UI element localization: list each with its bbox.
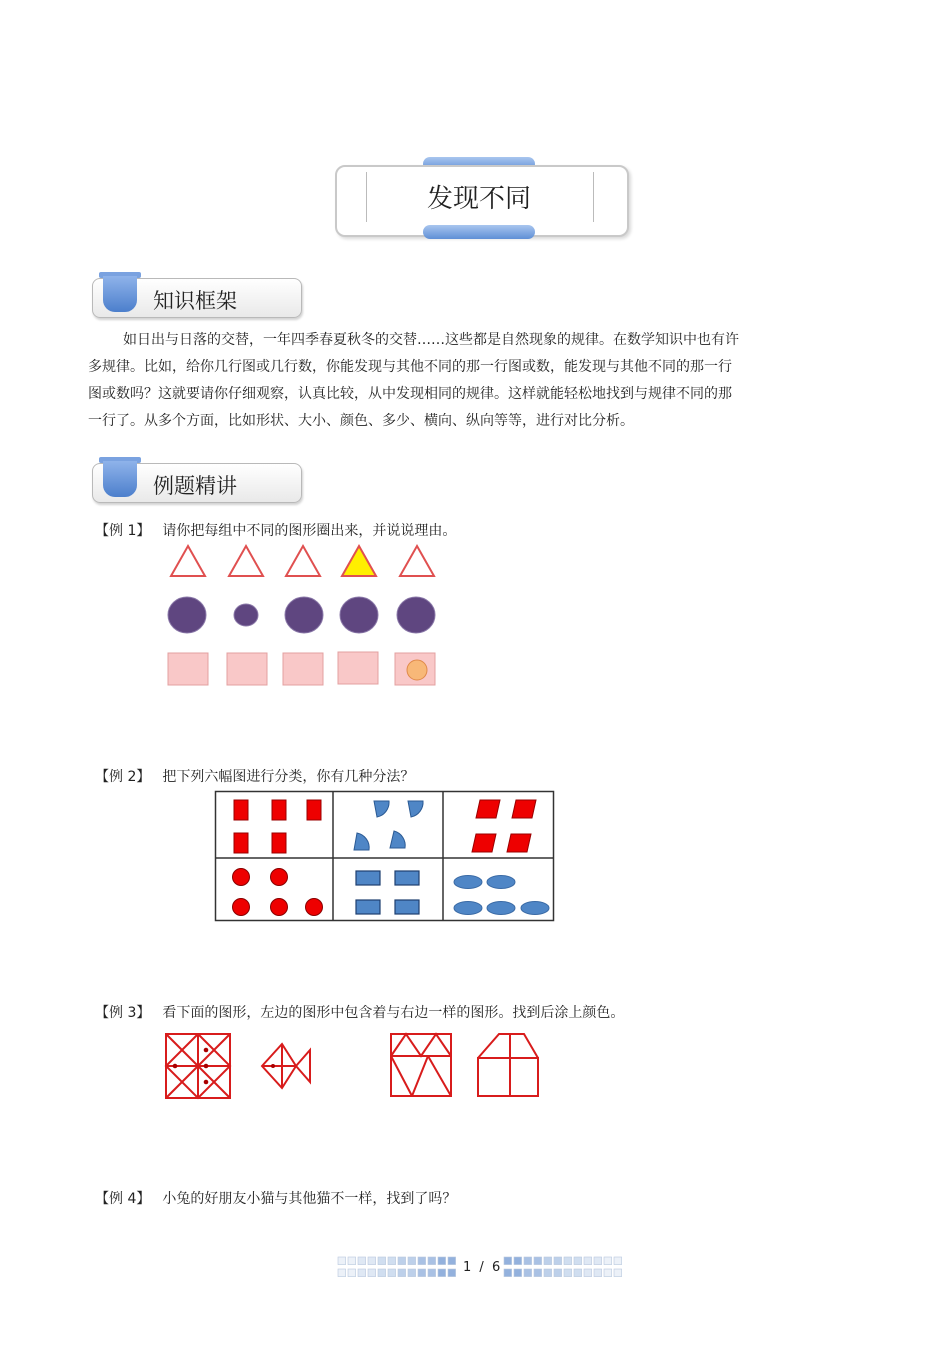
section-bookmark-icon xyxy=(103,276,137,312)
footer-square xyxy=(388,1257,396,1265)
page-current: 1 xyxy=(463,1260,472,1275)
footer-square xyxy=(534,1269,542,1277)
footer-square xyxy=(554,1269,562,1277)
example-text: 小兔的好朋友小猫与其他猫不一样，找到了吗？ xyxy=(162,1191,457,1207)
footer-square xyxy=(514,1257,522,1265)
example-text: 把下列六幅图进行分类，你有几种分法？ xyxy=(162,769,415,785)
footer-square xyxy=(358,1269,366,1277)
triangle-odd-shape xyxy=(342,546,376,576)
triangle-shape xyxy=(286,546,320,576)
footer-square xyxy=(544,1269,552,1277)
page-title: 发现不同 xyxy=(426,184,531,214)
example-2 xyxy=(95,766,414,786)
footer-square xyxy=(448,1269,456,1277)
footer-square xyxy=(448,1257,456,1265)
example-tag: 【例 3】 xyxy=(95,1005,151,1021)
footer-square xyxy=(514,1269,522,1277)
square-shape xyxy=(338,652,378,684)
footer-square xyxy=(428,1269,436,1277)
section-title-examples: 例题精讲 xyxy=(153,474,237,498)
footer-square xyxy=(438,1257,446,1265)
footer-square xyxy=(348,1257,356,1265)
footer-square xyxy=(338,1257,346,1265)
section-title-knowledge: 知识框架 xyxy=(153,289,237,313)
footer-square xyxy=(534,1257,542,1265)
footer-square xyxy=(614,1269,622,1277)
example-2-grid xyxy=(214,790,556,923)
footer-square xyxy=(408,1257,416,1265)
footer-square xyxy=(418,1269,426,1277)
footer-square xyxy=(438,1269,446,1277)
footer-square xyxy=(398,1257,406,1265)
intro-line: 多规律。比如，给你几行图或几行数，你能发现与其他不同的那一行图或数，能发现与其他不同的那一行 xyxy=(88,359,732,375)
footer-square xyxy=(378,1269,386,1277)
intro-paragraph xyxy=(88,327,778,435)
example-tag: 【例 1】 xyxy=(95,523,151,539)
example-3 xyxy=(95,1002,624,1022)
footer-square xyxy=(388,1269,396,1277)
triangle-shape xyxy=(229,546,263,576)
circle-small-shape xyxy=(234,604,258,626)
footer-square xyxy=(584,1269,592,1277)
intro-line: 图或数吗？这就要请你仔细观察，认真比较，从中发现相同的规律。这样就能轻松地找到与规律不同的那 xyxy=(88,386,732,402)
footer-square xyxy=(418,1257,426,1265)
example-1 xyxy=(95,520,456,540)
square-shape xyxy=(168,653,208,685)
example-text: 看下面的图形，左边的图形中包含着与右边一样的图形。找到后涂上颜色。 xyxy=(162,1005,625,1021)
footer-square xyxy=(378,1257,386,1265)
footer-square xyxy=(338,1269,346,1277)
triangle-shape xyxy=(400,546,434,576)
triangle-shape xyxy=(171,546,205,576)
footer-square xyxy=(574,1257,582,1265)
example-tag: 【例 4】 xyxy=(95,1191,151,1207)
footer-square xyxy=(564,1257,572,1265)
footer-square xyxy=(368,1269,376,1277)
triangle-square-figure xyxy=(391,1034,451,1096)
footer-square xyxy=(398,1269,406,1277)
circle-shape xyxy=(168,597,206,633)
house-figure xyxy=(478,1034,538,1096)
footer-square xyxy=(428,1257,436,1265)
footer-square xyxy=(604,1269,612,1277)
footer-square xyxy=(614,1257,622,1265)
example-tag: 【例 2】 xyxy=(95,769,151,785)
square-shape xyxy=(227,653,267,685)
fish-eye xyxy=(271,1064,275,1068)
section-bookmark-icon xyxy=(103,461,137,497)
footer-square xyxy=(504,1269,512,1277)
example-4 xyxy=(95,1188,456,1208)
example-text: 请你把每组中不同的图形圈出来，并说说理由。 xyxy=(162,523,457,539)
footer-square xyxy=(594,1269,602,1277)
footer-square xyxy=(524,1269,532,1277)
footer-square xyxy=(574,1269,582,1277)
dot-shape xyxy=(407,660,427,680)
page-number xyxy=(463,1260,500,1275)
footer-square xyxy=(358,1257,366,1265)
footer-square xyxy=(504,1257,512,1265)
circle-shape xyxy=(285,597,323,633)
fish-figure xyxy=(262,1044,310,1088)
footer-square xyxy=(368,1257,376,1265)
footer-square xyxy=(554,1257,562,1265)
title-ribbon-bottom xyxy=(423,225,535,239)
intro-line: 如日出与日落的交替，一年四季春夏秋冬的交替……这些都是自然现象的规律。在数学知识中也有许 xyxy=(123,332,739,348)
footer-square xyxy=(584,1257,592,1265)
example-3-figures xyxy=(160,1028,545,1103)
footer-square xyxy=(524,1257,532,1265)
intro-line: 一行了。从多个方面，比如形状、大小、颜色、多少、横向、纵向等等，进行对比分析。 xyxy=(88,413,634,429)
circle-shape xyxy=(397,597,435,633)
footer-square xyxy=(594,1257,602,1265)
square-shape xyxy=(283,653,323,685)
footer-square xyxy=(544,1257,552,1265)
footer-square xyxy=(348,1269,356,1277)
circle-shape xyxy=(340,597,378,633)
footer-square xyxy=(604,1257,612,1265)
footer-square xyxy=(408,1269,416,1277)
footer-square xyxy=(564,1269,572,1277)
example-1-figure xyxy=(160,540,450,695)
page-separator: / xyxy=(479,1260,484,1275)
page-total: 6 xyxy=(491,1260,501,1275)
